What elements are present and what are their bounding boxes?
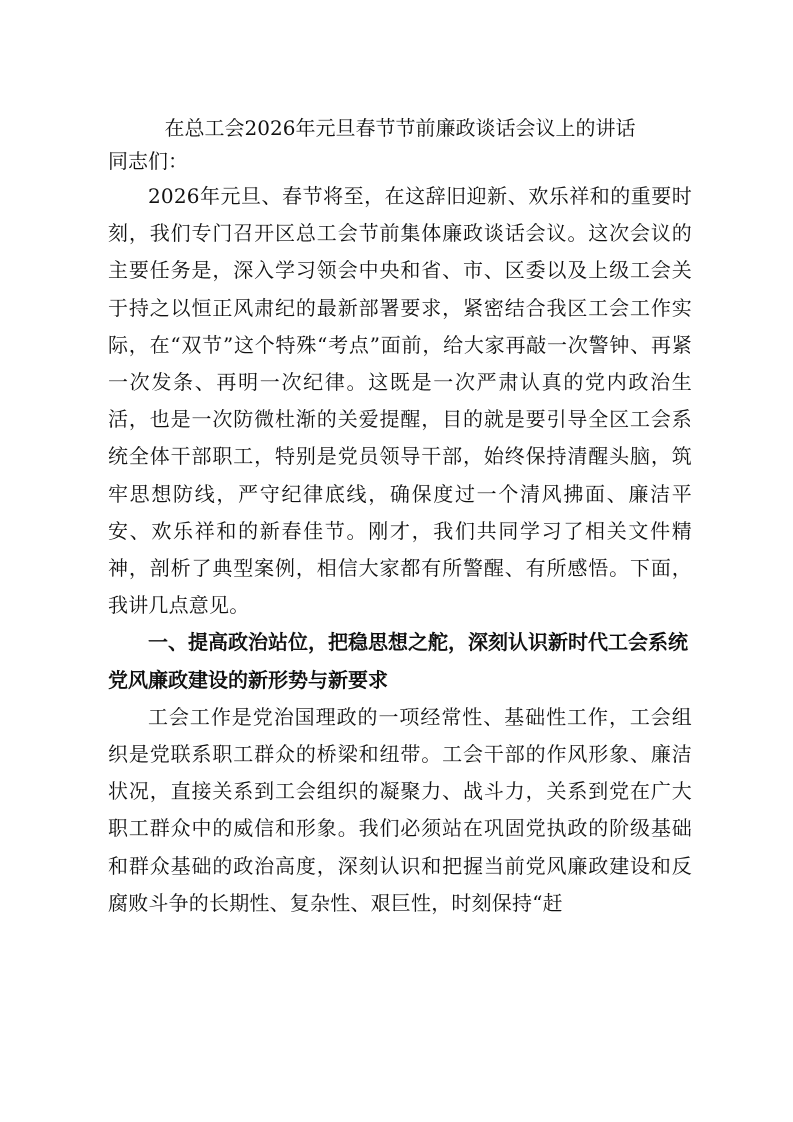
salutation: 同志们： [108, 149, 188, 173]
document-page [108, 112, 692, 922]
section-1-heading: 一、提高政治站位，把稳思想之舵，深刻认识新时代工会系统党风廉政建设的新形势与新要求 [108, 630, 688, 692]
document-title: 在总工会2026年元旦春节节前廉政谈话会议上的讲话 [164, 116, 636, 140]
section-1-paragraph: 工会工作是党治国理政的一项经常性、基础性工作，工会组织是党联系职工群众的桥梁和纽带。工会干部的作风形象、廉洁状况，直接关系到工会组织的凝聚力、战斗力，关系到党在广大职工群众中的威信和形象。我们必须站在巩固党执政的阶级基础和群众基础的政治高度，深刻认识和把握当前党风廉政建设和反腐败斗争的长期性、复杂性、艰巨性，时刻保持“赶 [108, 704, 692, 915]
intro-paragraph: 2026年元旦、春节将至，在这辞旧迎新、欢乐祥和的重要时刻，我们专门召开区总工会节前集体廉政谈话会议。这次会议的主要任务是，深入学习领会中央和省、市、区委以及上级工会关于持之以恒正风肃纪的最新部署要求，紧密结合我区工会工作实际，在“双节”这个特殊“考点”面前，给大家再敲一次警钟、再紧一次发条、再明一次纪律。这既是一次严肃认真的党内政治生活，也是一次防微杜渐的关爱提醒，目的就是要引导全区工会系统全体干部职工，特别是党员领导干部，始终保持清醒头脑，筑牢思想防线，严守纪律底线，确保度过一个清风拂面、廉洁平安、欢乐祥和的新春佳节。刚才，我们共同学习了相关文件精神，剖析了典型案例，相信大家都有所警醒、有所感悟。下面，我讲几点意见。 [108, 184, 692, 618]
